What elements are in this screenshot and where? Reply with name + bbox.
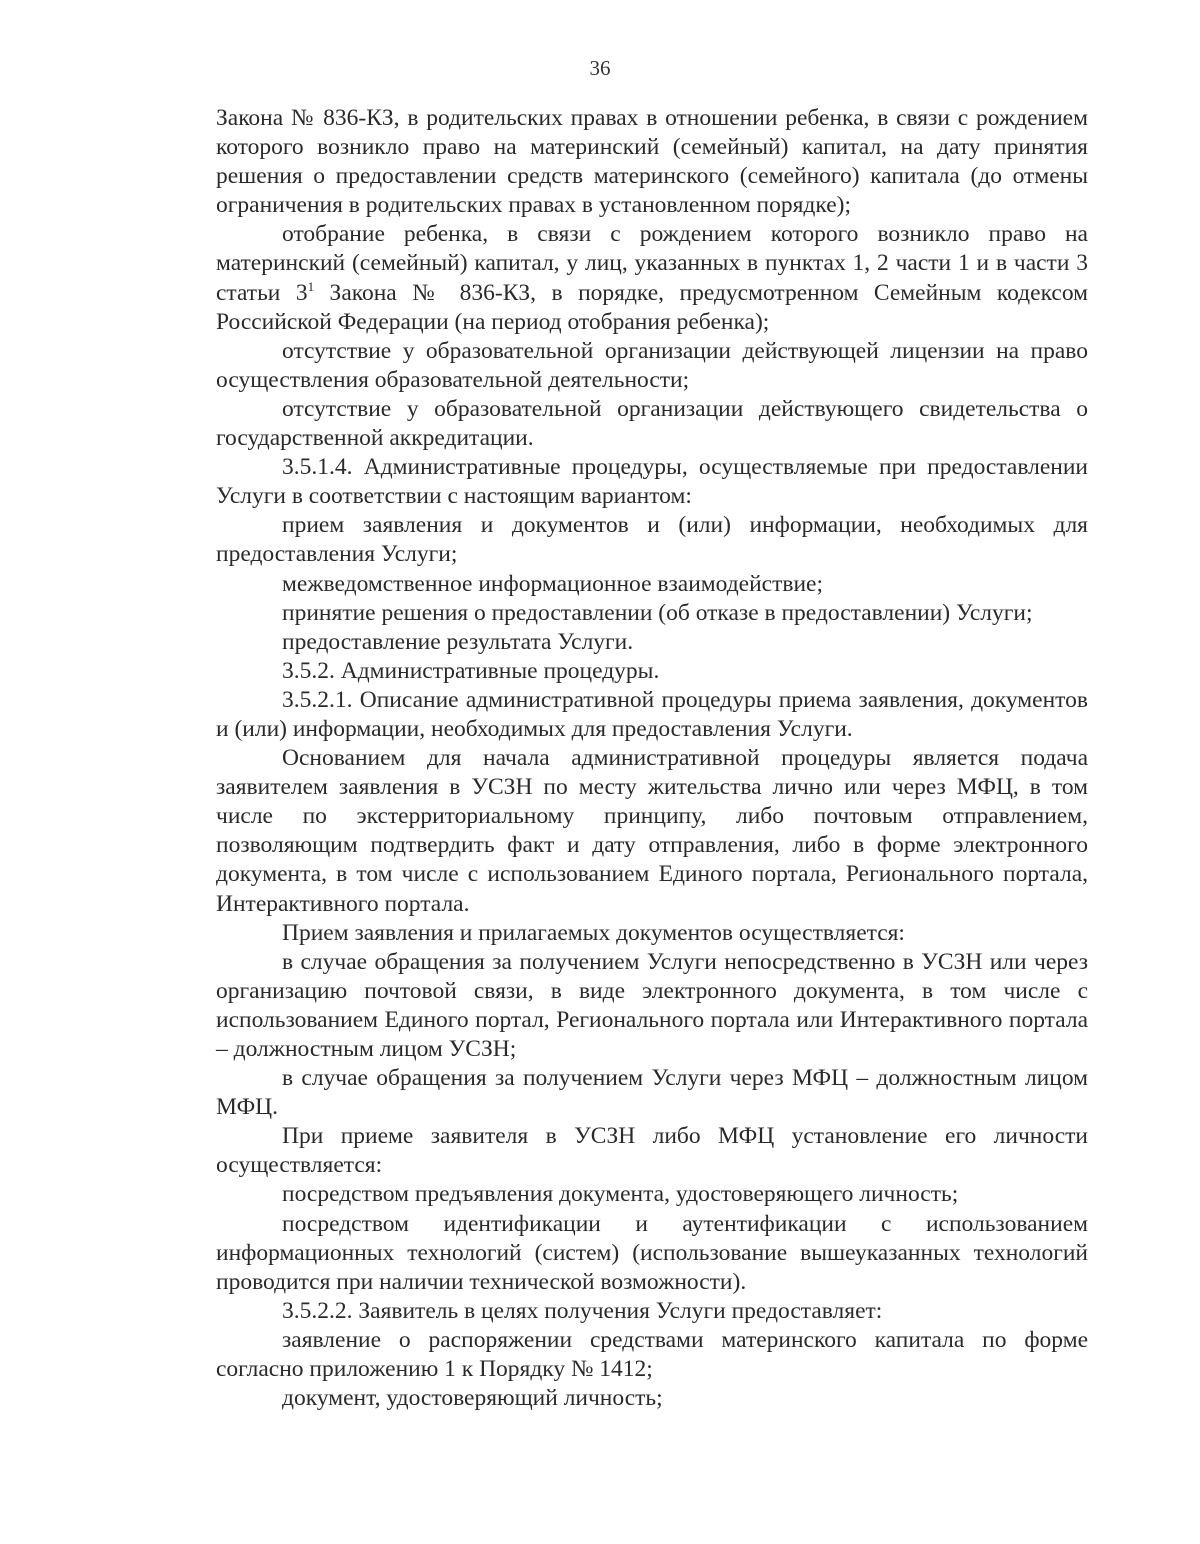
paragraph: 3.5.2. Административные процедуры. <box>282 657 660 684</box>
superscript-one: 1 <box>307 278 315 294</box>
paragraph: 3.5.2.1. Описание административной процедуры приема заявления, документов и (или) информации, необходимых для предоставления Услуги. <box>216 686 1088 742</box>
paragraph: прием заявления и документов и (или) информации, необходимых для предоставления Услуги; <box>216 512 1088 568</box>
paragraph: 3.5.2.2. Заявитель в целях получения Услуги предоставляет: <box>282 1297 883 1324</box>
paragraph: межведомственное информационное взаимодействие; <box>282 570 824 597</box>
paragraph: посредством предъявления документа, удостоверяющего личность; <box>282 1181 959 1208</box>
page-number: 36 <box>589 56 611 80</box>
paragraph: посредством идентификации и аутентификации с использованием информационных технологий (систем) (использование вышеуказанных технологий проводится при наличии технической возможности). <box>216 1210 1088 1295</box>
paragraph: документ, удостоверяющий личность; <box>282 1385 663 1412</box>
paragraph: Закона № 836-КЗ, в родительских правах в отношении ребенка, в связи с рождением которого возникло право на материнский (семейный) капитал, на дату принятия решения о предоставлении средств материнского (семейного) капитала (до отмены ограничения в родительских правах в установленном порядке); <box>216 105 1088 219</box>
paragraph: в случае обращения за получением Услуги через МФЦ – должностным лицом МФЦ. <box>216 1065 1088 1121</box>
paragraph: в случае обращения за получением Услуги непосредственно в УСЗН или через организацию почтовой связи, в виде электронного документа, в том числе с использованием Единого портал, Регионального портала или Интерактивного портала – должностным лицом УСЗН; <box>216 948 1088 1062</box>
paragraph: При приеме заявителя в УСЗН либо МФЦ установление его личности осуществляется: <box>216 1123 1088 1179</box>
paragraph: Основанием для начала административной процедуры является подача заявителем заявления в УСЗН по месту жительства лично или через МФЦ, в том числе по экстерриториальному принципу, либо почтовым отправлением, позволяющим подтвердить факт и дату отправления, либо в форме электронного документа, в том числе с использованием Единого портала, Регионального портала, Интерактивного портала. <box>216 745 1088 917</box>
paragraph: 3.5.1.4. Административные процедуры, осуществляемые при предоставлении Услуги в соответствии с настоящим вариантом: <box>216 454 1088 510</box>
document-body <box>216 104 1088 1413</box>
paragraph: отсутствие у образовательной организации действующей лицензии на право осуществления образовательной деятельности; <box>216 337 1088 393</box>
paragraph: заявление о распоряжении средствами материнского капитала по форме согласно приложению 1 к Порядку № 1412; <box>216 1326 1088 1383</box>
paragraph: принятие решения о предоставлении (об отказе в предоставлении) Услуги; <box>282 599 1033 626</box>
paragraph: отсутствие у образовательной организации действующего свидетельства о государственной аккредитации. <box>216 395 1088 452</box>
paragraph: предоставление результата Услуги. <box>282 628 634 655</box>
paragraph: отобрание ребенка, в связи с рождением которого возникло право на материнский (семейный) капитал, у лиц, указанных в пунктах 1, 2 части 1 и в части 3 статьи $3^1$ Закона № 836-КЗ, в порядке, предусмотренном Семейным кодексом Российской Федерации (на период отобрания ребенка); <box>216 221 1089 335</box>
paragraph: Прием заявления и прилагаемых документов осуществляется: <box>282 919 905 946</box>
